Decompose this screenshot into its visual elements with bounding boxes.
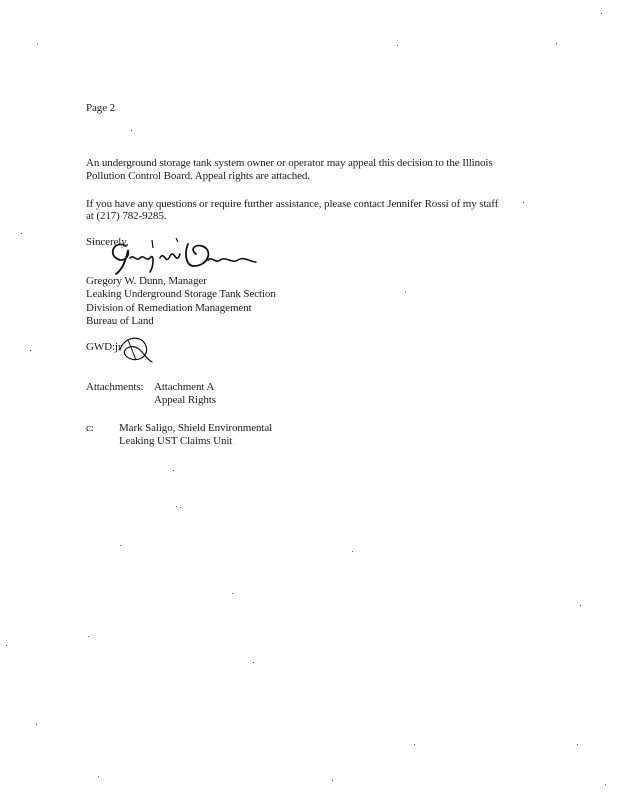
cc-item: Leaking UST Claims Unit	[119, 435, 233, 447]
scan-speck	[21, 233, 22, 234]
scan-speck	[605, 784, 606, 785]
scan-speck	[352, 551, 353, 552]
paragraph2-line1: If you have any questions or require further assistance, please contact Jennifer Rossi of my staff	[86, 198, 499, 210]
handwritten-signature	[104, 236, 264, 278]
scan-speck	[37, 44, 38, 45]
scan-speck	[556, 43, 557, 44]
initials: GWD:jr	[86, 341, 122, 353]
scan-speck	[6, 645, 7, 646]
attachment-item: Attachment A	[154, 381, 215, 393]
scan-speck	[577, 744, 578, 745]
scan-speck	[131, 130, 132, 131]
scan-speck	[173, 470, 174, 471]
signer-bureau: Bureau of Land	[86, 315, 154, 327]
scan-speck	[397, 45, 398, 46]
scan-speck	[30, 350, 31, 351]
scan-speck	[414, 744, 415, 745]
paragraph1-line2: Pollution Control Board. Appeal rights are attached.	[86, 170, 310, 182]
scan-speck	[253, 662, 254, 663]
scan-speck	[601, 13, 602, 14]
attachment-item: Appeal Rights	[154, 394, 216, 406]
scan-speck	[332, 780, 333, 781]
cc-label: c:	[86, 422, 94, 434]
scan-speck	[36, 724, 37, 725]
attachments-label: Attachments:	[86, 381, 144, 393]
cc-item: Mark Saligo, Shield Environmental	[119, 422, 273, 434]
scan-speck	[523, 202, 524, 203]
salutation: Sincerely,	[86, 236, 129, 248]
scan-speck	[580, 605, 581, 606]
scan-speck	[232, 593, 233, 594]
scan-speck	[88, 636, 89, 637]
scan-speck	[405, 292, 406, 293]
scan-speck	[180, 507, 181, 508]
scan-speck	[98, 776, 99, 777]
paragraph2-line2: at (217) 782-9285.	[86, 210, 167, 222]
signer-name: Gregory W. Dunn, Manager	[86, 275, 207, 287]
scan-speck	[176, 506, 177, 507]
signer-section: Leaking Underground Storage Tank Section	[86, 288, 276, 300]
page-label: Page 2	[86, 102, 116, 114]
signer-division: Division of Remediation Management	[86, 302, 252, 314]
paragraph1-line1: An underground storage tank system owner or operator may appeal this decision to the Illinois	[86, 157, 493, 169]
initials-scribble	[114, 332, 154, 366]
scan-speck	[120, 545, 121, 546]
